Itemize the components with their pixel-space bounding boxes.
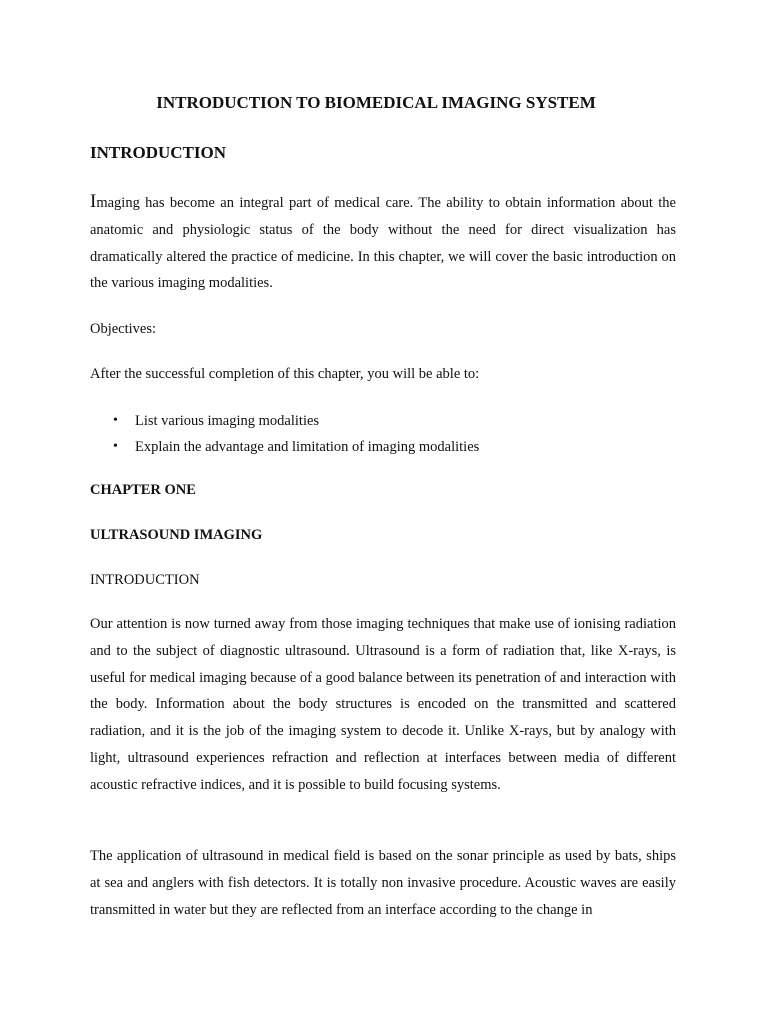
- list-item: [90, 408, 479, 434]
- list-item: [90, 434, 479, 460]
- chapter-label: CHAPTER ONE: [90, 482, 196, 498]
- objectives-lead: After the successful completion of this chapter, you will be able to:: [90, 366, 480, 382]
- bullet-icon: •: [113, 413, 118, 428]
- list-item-text: List various imaging modalities: [135, 413, 320, 429]
- section-heading: INTRODUCTION: [90, 572, 200, 588]
- intro-paragraph: [90, 189, 676, 297]
- intro-heading: INTRODUCTION: [90, 143, 227, 162]
- intro-paragraph-text: maging has become an integral part of medical care. The ability to obtain information about the anatomic and physiologic status of the body without the need for direct visualization has dramatically altered the practice of medicine. In this chapter, we will cover the basic introduction on the various imaging modalities.: [90, 195, 676, 292]
- bullet-icon: •: [113, 439, 118, 454]
- objectives-list: [90, 408, 479, 460]
- document-title: INTRODUCTION TO BIOMEDICAL IMAGING SYSTEM: [156, 93, 596, 112]
- body-paragraph-1: Our attention is now turned away from those imaging techniques that make use of ionising radiation and to the subject of diagnostic ultrasound. Ultrasound is a form of radiation that, like X-rays, is useful for medical imaging because of a good balance between its penetration of and interaction with the body. Information about the body structures is encoded on the transmitted and scattered radiation, and it is the job of the imaging system to decode it. Unlike X-rays, but by analogy with light, ultrasound experiences refraction and reflection at interfaces between media of different acoustic refractive indices, and it is possible to build focusing systems.: [90, 616, 676, 793]
- chapter-title: ULTRASOUND IMAGING: [90, 527, 263, 543]
- objectives-label: Objectives:: [90, 321, 157, 337]
- dropcap-letter: I: [90, 191, 97, 212]
- body-paragraph-2: The application of ultrasound in medical field is based on the sonar principle as used by bats, ships at sea and anglers with fish detectors. It is totally non invasive procedure. Acoustic waves are easily transmitted in water but they are reflected from an interface according to the change in: [90, 848, 676, 918]
- list-item-text: Explain the advantage and limitation of imaging modalities: [135, 439, 480, 455]
